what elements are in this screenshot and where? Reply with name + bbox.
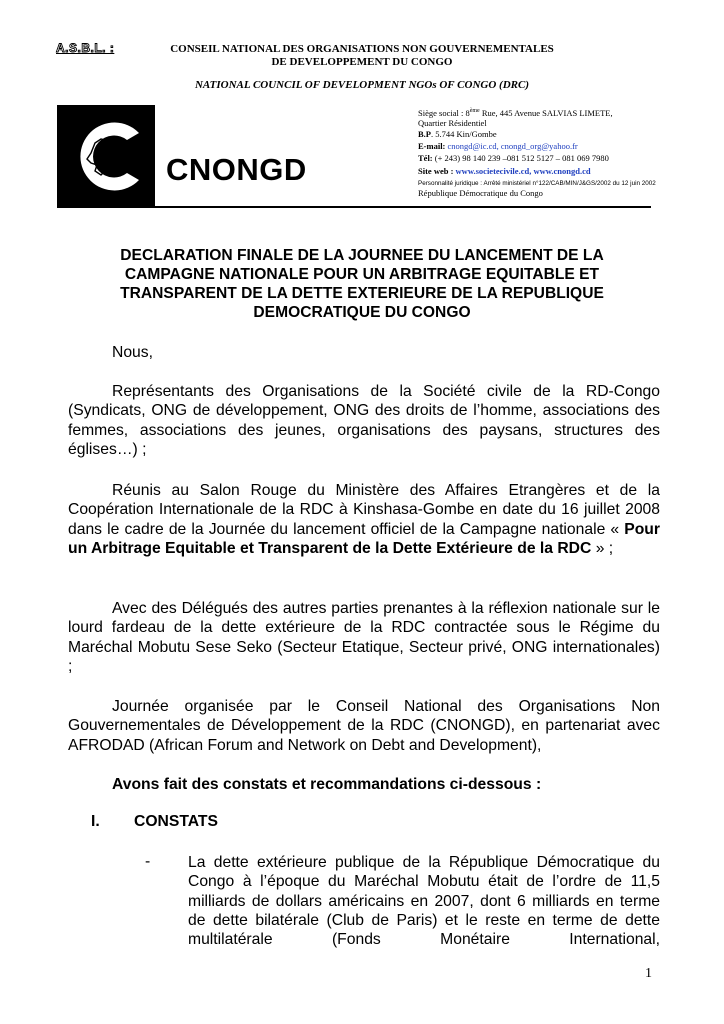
org-name-line1: CONSEIL NATIONAL DES ORGANISATIONS NON GOUVERNEMENTALES bbox=[170, 43, 554, 55]
email-link[interactable]: cnongd@ic.cd, cnongd_org@yahoo.fr bbox=[447, 141, 578, 151]
paragraph-delegues: Avec des Délégués des autres parties prenantes à la réflexion nationale sur le lourd fardeau de la dette extérieure de la RDC contractée sous le Régime du Maréchal Mobutu Sese Seko (Secteur Etatique, Secteur privé, ONG internationales) ; bbox=[68, 600, 660, 675]
cnongd-logo bbox=[57, 105, 155, 208]
salutation: Nous, bbox=[112, 344, 153, 361]
logo-text: CNONGD bbox=[166, 152, 307, 187]
asbl-label: A.S.B.L. : bbox=[56, 41, 115, 55]
quarter: Quartier Résidentiel bbox=[418, 118, 487, 128]
recommendations-intro: Avons fait des constats et recommandations ci-dessous : bbox=[112, 776, 542, 793]
org-name-english: NATIONAL COUNCIL OF DEVELOPMENT NGOs OF CONGO (DRC) bbox=[194, 79, 529, 91]
bullet-dette-exterieure: La dette extérieure publique de la République Démocratique du Congo à l’époque du Maréchal Mobutu était de l’ordre de 11,5 milliards de dollars américains en 2007, dont 6 milliards en terme de dette bilatérale (Club de Paris) et le reste en terme de dette multilatérale (Fonds Monétaire International, bbox=[188, 854, 660, 949]
section-title: CONSTATS bbox=[134, 813, 218, 830]
document-title: DECLARATION FINALE DE LA JOURNEE DU LANCEMENT DE LA CAMPAGNE NATIONALE POUR UN ARBITRAGE EQUITABLE ET TRANSPARENT DE LA DETTE EXTERIEURE DE LA REPUBLIQUE DEMOCRATIQUE DU CONGO bbox=[120, 247, 604, 321]
legal-status: Personnalité juridique : Arrêté ministériel n°122/CAB/MIN/J&GS/2002 du 12 juin 2002 bbox=[418, 180, 656, 187]
page-number: 1 bbox=[645, 966, 652, 981]
telephone: Tél: (+ 243) 98 140 239 –081 512 5127 – 081 069 7980 bbox=[418, 153, 609, 163]
paragraph-representants: Représentants des Organisations de la Société civile de la RD-Congo (Syndicats, ONG de développement, ONG des droits de l’homme, associations des femmes, associations des jeunes, organisations des paysans, structures des églises…) ; bbox=[68, 383, 660, 458]
email: E-mail: cnongd@ic.cd, cnongd_org@yahoo.fr bbox=[418, 141, 578, 151]
paragraph-reunis: Réunis au Salon Rouge du Ministère des Affaires Etrangères et de la Coopération Internationale de la RDC à Kinshasa-Gombe en date du 16 juillet 2008 dans le cadre de la Journée du lancement officiel de la Campagne nationale « Pour un Arbitrage Equitable et Transparent de la Dette Extérieure de la RDC » ; bbox=[68, 482, 660, 557]
website: Site web : www.societecivile.cd, www.cnongd.cd bbox=[418, 166, 591, 176]
bullet-dash: - bbox=[145, 853, 151, 870]
header-divider bbox=[57, 206, 651, 208]
country: République Démocratique du Congo bbox=[418, 188, 543, 198]
paragraph-journee: Journée organisée par le Conseil National des Organisations Non Gouvernementales de Développement de la RDC (CNONGD), en partenariat avec AFRODAD (African Forum and Network on Debt and Development), bbox=[68, 698, 660, 754]
postal-box: B.P. 5.744 Kin/Gombe bbox=[418, 129, 497, 139]
section-number: I. bbox=[91, 813, 100, 830]
website-link[interactable]: www.societecivile.cd, www.cnongd.cd bbox=[455, 166, 591, 176]
logo-c-map-icon bbox=[57, 105, 155, 208]
org-name-line2: DE DEVELOPPEMENT DU CONGO bbox=[271, 56, 453, 68]
seat-address: Siège social : 8ème Rue, 445 Avenue SALVIAS LIMETE, bbox=[418, 107, 613, 118]
